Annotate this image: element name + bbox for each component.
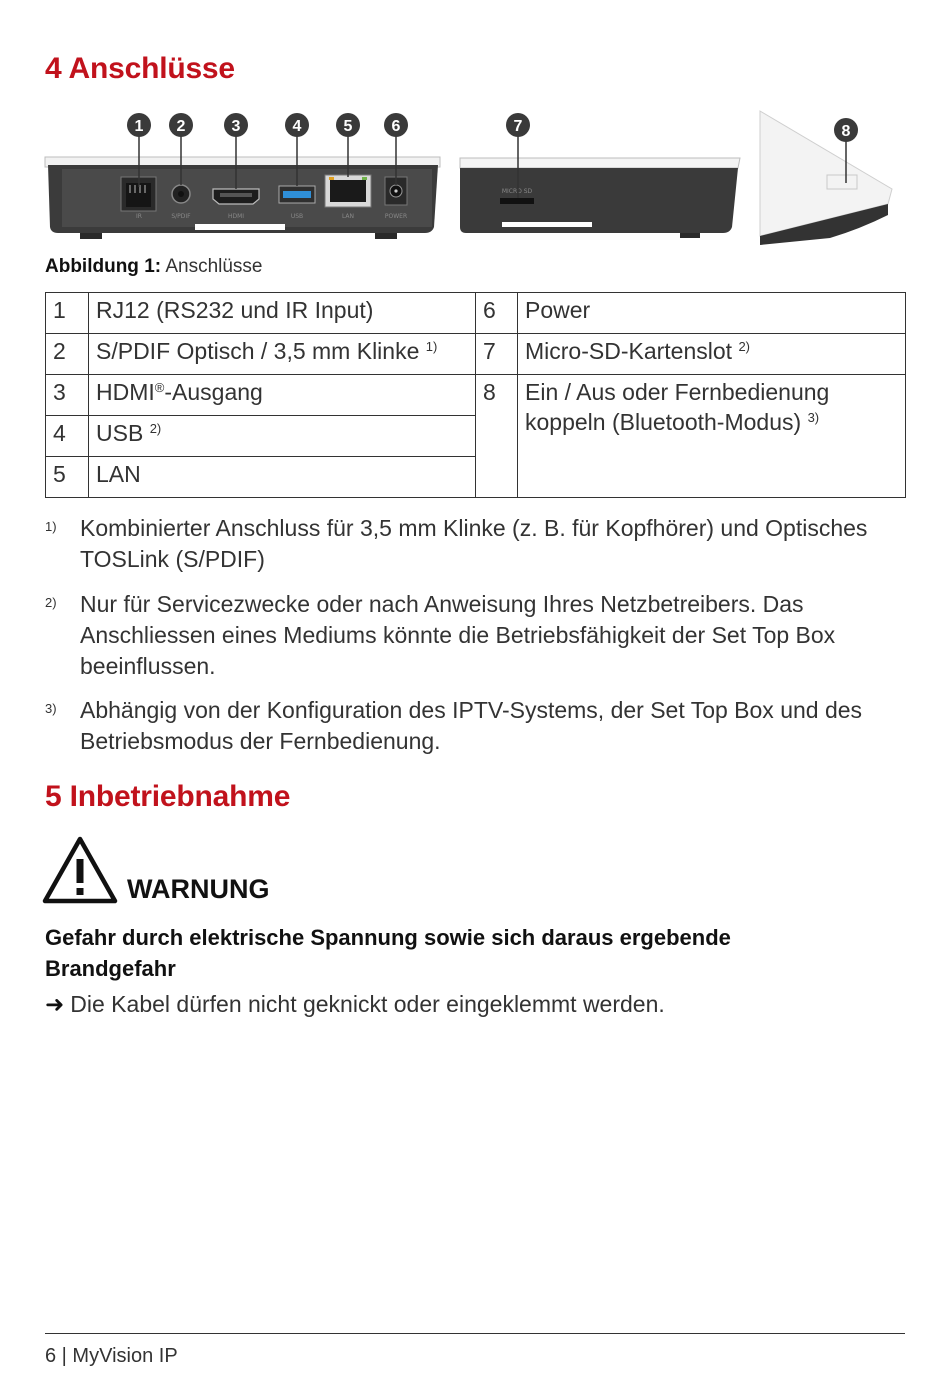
- port-label-hdmi: HDMI: [227, 213, 245, 220]
- footnote-text: Abhängig von der Konfiguration des IPTV-Systems, der Set Top Box und des Betriebsmodus der Fernbedienung.: [80, 697, 863, 754]
- table-cell: RJ12 (RS232 und IR Input): [89, 293, 476, 334]
- cell-text: HDMI: [96, 379, 155, 405]
- table-cell: 4: [46, 416, 89, 457]
- footnote-text: Kombinierter Anschluss für 3,5 mm Klinke (z. B. für Kopfhörer) und Optisches TOSLink (S/PDIF): [80, 515, 868, 572]
- port-label-power: POWER: [384, 213, 408, 220]
- ports-table: [45, 292, 906, 498]
- footnote: [45, 695, 905, 757]
- svg-text:2: 2: [176, 118, 186, 135]
- table-cell: Power: [518, 293, 906, 334]
- table-cell: [89, 375, 476, 416]
- port-label-spdif: S/PDIF: [171, 213, 191, 220]
- table-cell: 3: [46, 375, 89, 416]
- table-row: [46, 375, 906, 416]
- warning-title: WARNUNG: [127, 874, 270, 904]
- table-row: [46, 334, 906, 375]
- table-cell: [518, 334, 906, 375]
- page-footer: 6 | MyVision IP: [45, 1345, 178, 1367]
- table-cell: 5: [46, 457, 89, 498]
- footnote-mark: 3): [45, 701, 57, 716]
- svg-text:8: 8: [841, 123, 851, 140]
- caption-label: Abbildung 1:: [45, 256, 162, 277]
- cell-text: Micro-SD-Kartenslot: [525, 338, 733, 364]
- footer-divider: [45, 1333, 905, 1334]
- footnote: [45, 513, 905, 575]
- device-ports-figure: [40, 105, 900, 250]
- svg-text:6: 6: [391, 118, 401, 135]
- footnote: [45, 589, 905, 682]
- footnote-mark: 1): [45, 519, 57, 534]
- cell-text: USB: [96, 420, 144, 446]
- table-cell: [89, 334, 476, 375]
- cell-text: -Ausgang: [164, 379, 263, 405]
- svg-text:1: 1: [134, 118, 144, 135]
- svg-text:7: 7: [513, 118, 523, 135]
- table-cell: [89, 416, 476, 457]
- cell-text: S/PDIF Optisch / 3,5 mm Klinke: [96, 338, 420, 364]
- section-title: 4 Anschlüsse: [45, 52, 235, 85]
- figure-caption: [45, 256, 263, 278]
- arrow-right-icon: ➜: [45, 991, 65, 1017]
- port-label-lan: LAN: [341, 213, 355, 220]
- cell-text: Ein / Aus oder Fernbedienung koppeln (Bluetooth-Modus): [525, 379, 830, 435]
- footnote-ref: 2): [738, 339, 750, 354]
- section-title: 5 Inbetriebnahme: [45, 780, 291, 813]
- footnote-ref: 2): [149, 421, 162, 436]
- warning-instruction: [45, 991, 665, 1018]
- device-side-view: [460, 158, 740, 238]
- table-cell: LAN: [89, 457, 476, 498]
- table-row: [46, 293, 906, 334]
- footnote-ref: 3): [807, 410, 820, 425]
- table-cell: 2: [46, 334, 89, 375]
- registered-mark: ®: [154, 380, 165, 395]
- svg-text:4: 4: [292, 118, 302, 135]
- caption-text: Anschlüsse: [165, 256, 263, 277]
- instruction-text: Die Kabel dürfen nicht geknickt oder eingeklemmt werden.: [70, 991, 665, 1017]
- device-top-view: [760, 111, 892, 245]
- footnote-mark: 2): [45, 595, 57, 610]
- svg-text:3: 3: [231, 118, 241, 135]
- device-back-view: [45, 157, 440, 239]
- table-cell: 7: [476, 334, 518, 375]
- warning-subtitle: Gefahr durch elektrische Spannung sowie sich daraus ergebende Brandgefahr: [45, 925, 731, 981]
- footnote-ref: 1): [425, 339, 438, 354]
- port-label-usb: USB: [290, 213, 304, 220]
- microsd-label: MICRO SD: [501, 188, 533, 195]
- port-label-ir: IR: [136, 213, 142, 220]
- svg-text:5: 5: [343, 118, 353, 135]
- table-cell: 8: [476, 375, 518, 498]
- table-cell: 1: [46, 293, 89, 334]
- table-cell: [518, 375, 906, 498]
- table-cell: 6: [476, 293, 518, 334]
- footnote-text: Nur für Servicezwecke oder nach Anweisung Ihres Netzbetreibers. Das Anschliessen eines Mediums könnte die Betriebsfähigkeit der Set Top Box beeinflussen.: [80, 591, 836, 679]
- warning-triangle-icon: [41, 835, 119, 905]
